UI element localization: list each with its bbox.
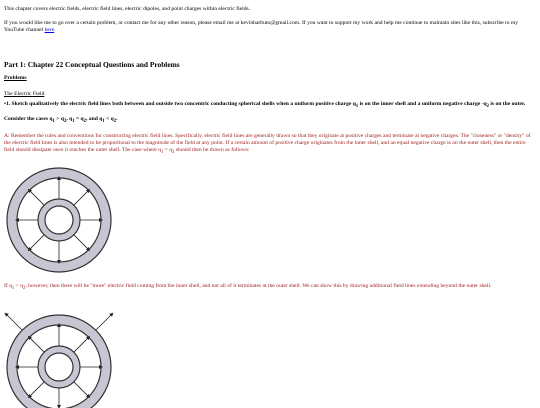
section-electric-field: The Electric Field <box>4 90 45 97</box>
youtube-link[interactable]: here <box>44 27 55 33</box>
intro-line-1: This chapter covers electric fields, electric field lines, electric dipoles, and point charges within electric fields. <box>4 6 251 12</box>
field-lines-diagram-equal <box>3 164 115 276</box>
answer-paragraph-1: A: Remember the rules and conventions for constructing electric field lines. Specifically, electric field lines are generally drawn so that they originate at positive charges and terminate at negative charges. The "closeness" or "density" of the electric field lines is also intended to be proportional to the magnitude of the field at any point. If a certain amount of positive charge originates from the inner shell, and an equal negative charge is on the outer shell, then the entire field should dissipate once it reaches the outer shell. The case where $q_1 = q_2$ should then be drawn as follows: <box>4 133 531 156</box>
part-heading: Part 1: Chapter 22 Conceptual Questions and Problems <box>4 60 180 70</box>
question-1: •1. Sketch qualitatively the electric field lines both between and outside two concentric conducting spherical shells when a uniform positive charge $q_1$ is on the inner shell and a uniform negative charge $-q_2$ is on the outer. Consider the cases $q_1 > q_2$, $q_1 = q_2$, and $q_1 < q_2$. <box>4 101 526 125</box>
section-problems: Problems <box>4 74 27 81</box>
intro-line-2: If you would like me to go over a certain problem, or contact me for any other reason, please email me at kevinbarbuto@gmail.com. If you want to support my work and help me continue to maintain sites like this, subscribe to my YouTube channel here. <box>4 20 519 33</box>
answer-paragraph-2: If $q_1 > q_2$, however, then there will be "more" electric field coming from the inner shell, and not all of it terminates at the outer shell. We can show this by drawing additional field lines extending beyond the outer shell. <box>4 283 492 292</box>
field-lines-diagram-greater <box>0 308 118 408</box>
